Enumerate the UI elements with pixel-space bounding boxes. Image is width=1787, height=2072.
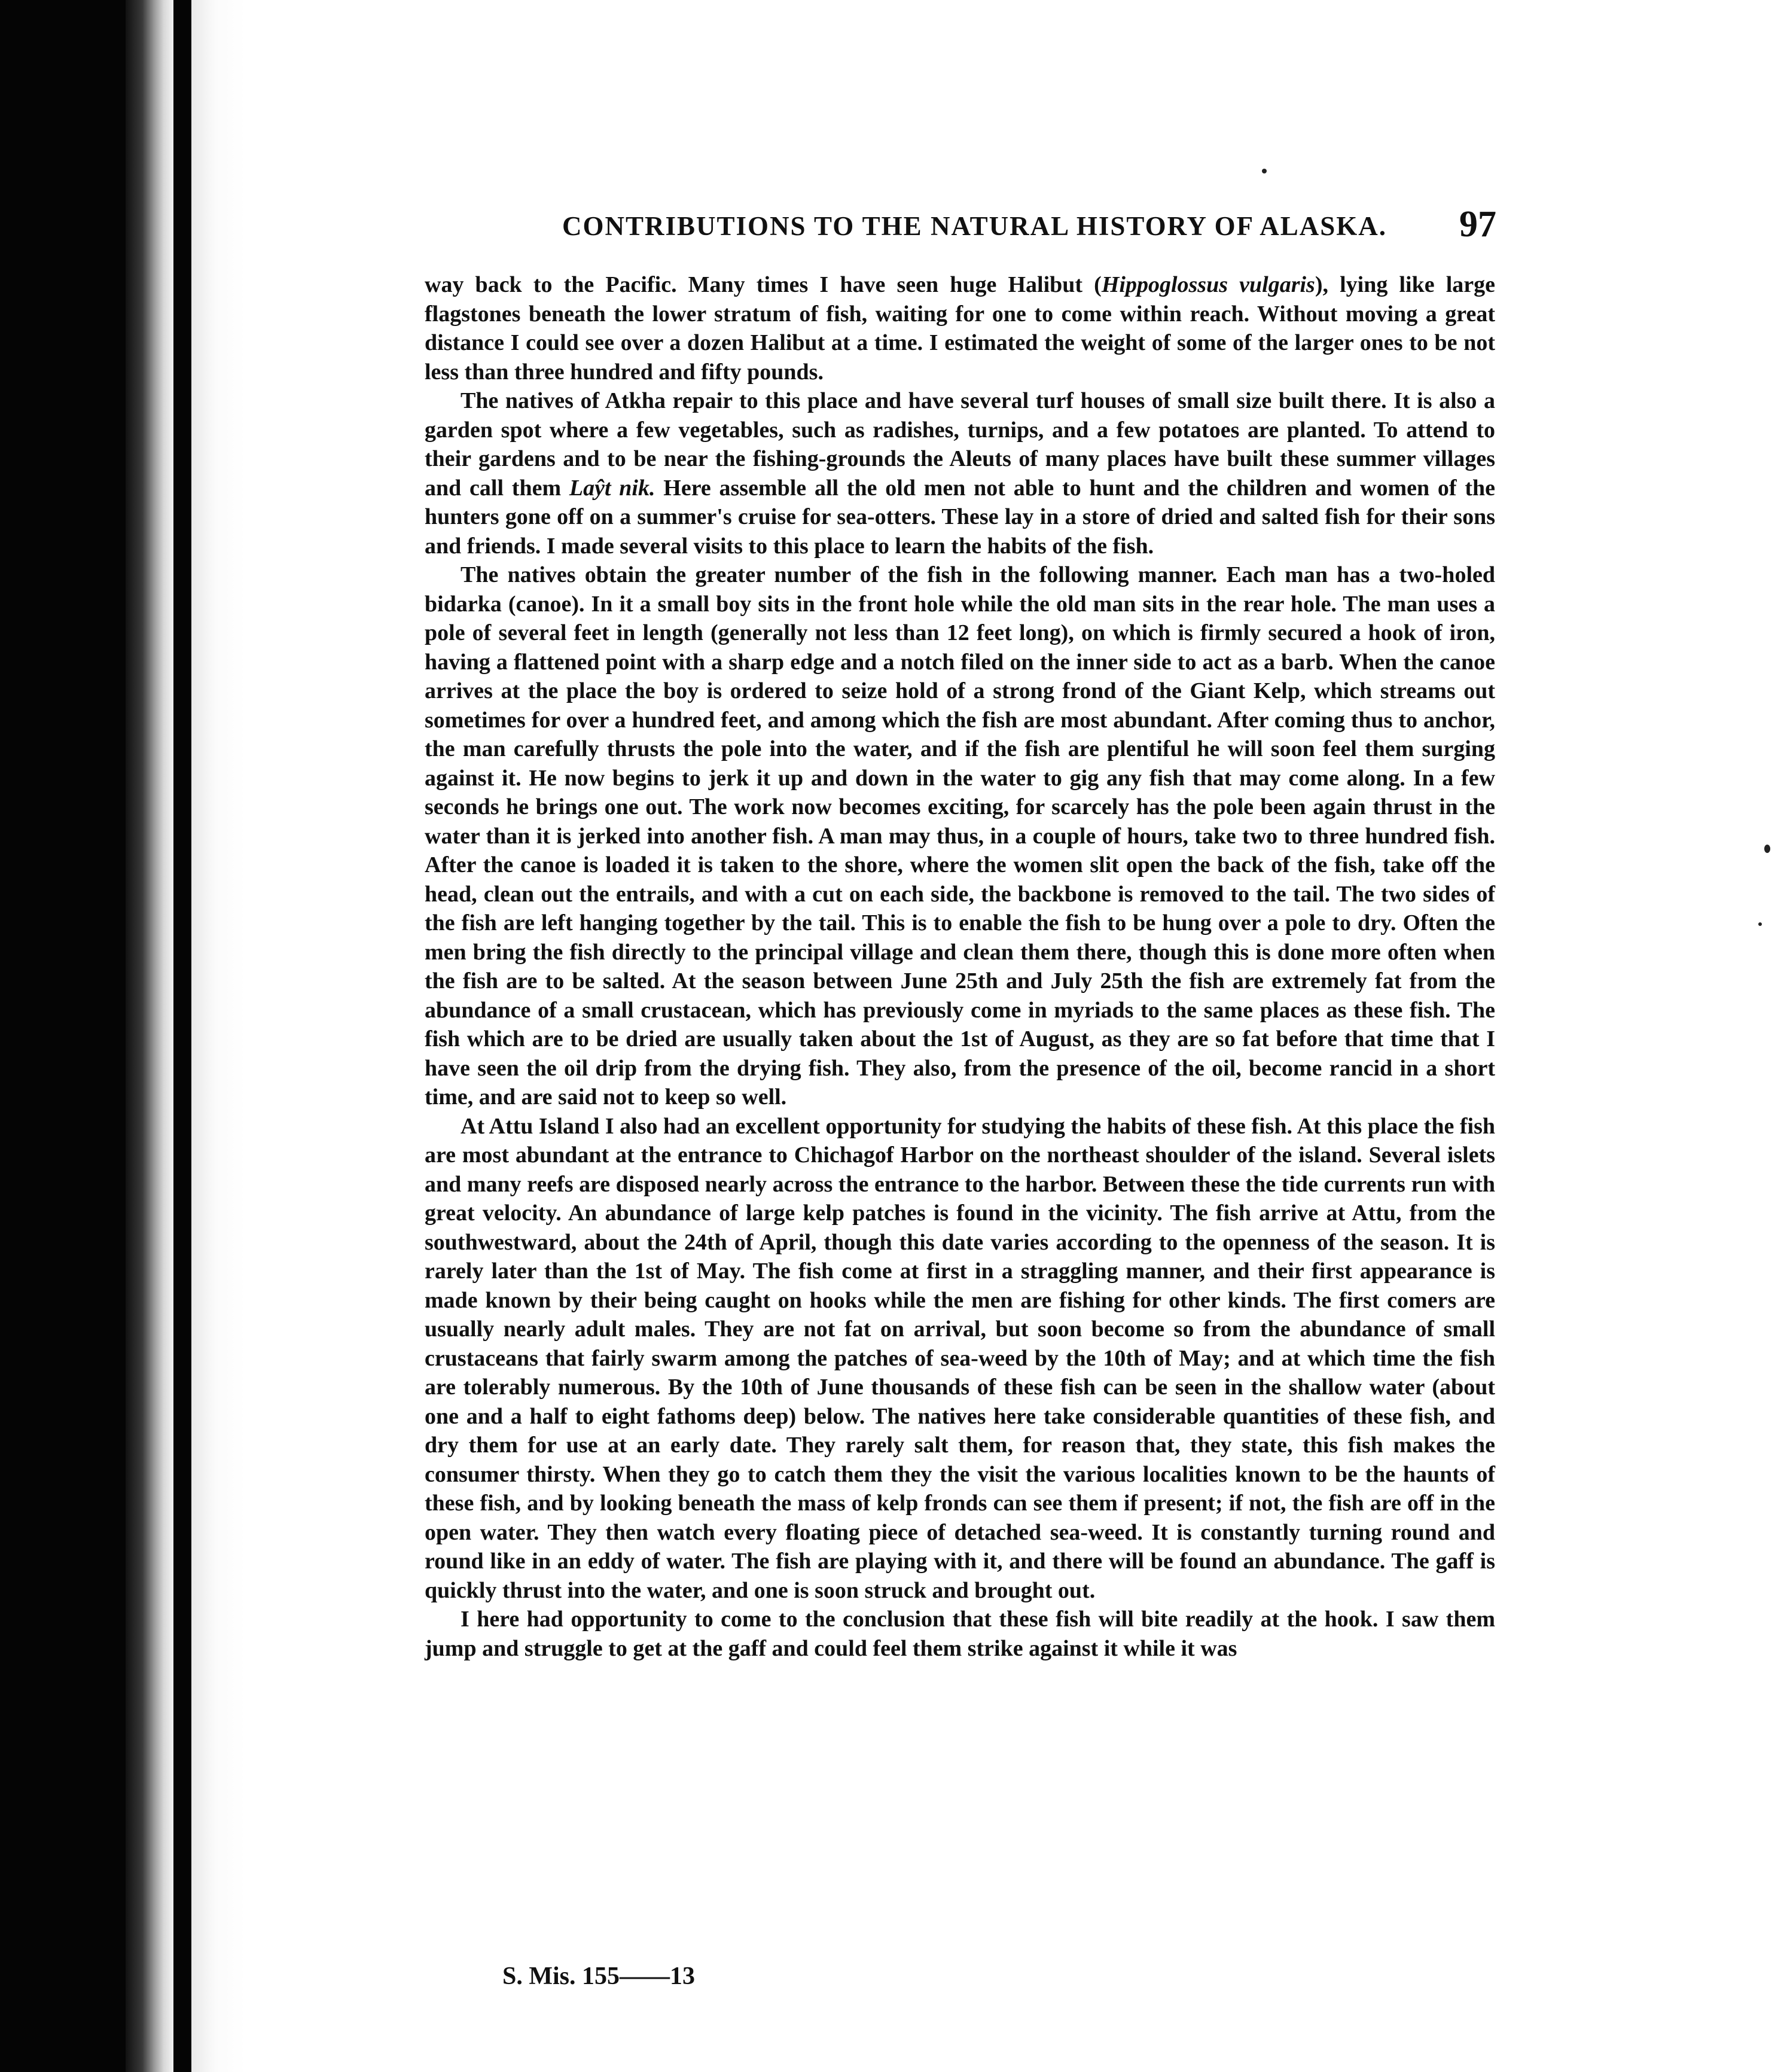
species-name: Hippoglossus vulgaris — [1101, 272, 1315, 297]
paragraph — [425, 270, 1495, 386]
running-head: CONTRIBUTIONS TO THE NATURAL HISTORY OF ALASKA. — [562, 211, 1387, 241]
paragraph-text: Here assemble all the old men not able to hunt and the children and women of the hunters gone off on a summer's cruise for sea-otters. These lay in a store of dried and salted fish for their sons and friends. I made several visits to this place to learn the habits of the fish. — [425, 475, 1495, 559]
native-term: Laŷt nik. — [569, 475, 655, 501]
paragraph: The natives obtain the greater number of the fish in the following manner. Each man has a two-holed bidarka (canoe). In it a small boy sits in the front hole while the old man sits in the rear hole. The man uses a pole of several feet in length (generally not less than 12 feet long), on which is firmly secured a hook of iron, having a flattened point with a sharp edge and a notch filed on the inner side to act as a barb. When the canoe arrives at the place the boy is ordered to seize hold of a strong frond of the Giant Kelp, which streams out sometimes for over a hundred feet, and among which the fish are most abundant. After coming thus to anchor, the man carefully thrusts the pole into the water, and if the fish are plentiful he will soon feel them surging against it. He now begins to jerk it up and down in the water to gig any fish that may come along. In a few seconds he brings one out. The work now becomes exciting, for scarcely has the pole been again thrust in the water than it is jerked into another fish. A man may thus, in a couple of hours, take two to three hundred fish. After the canoe is loaded it is taken to the shore, where the women slit open the back of the fish, take off the head, clean out the entrails, and with a cut on each side, the backbone is removed to the tail. The two sides of the fish are left hanging together by the tail. This is to enable the fish to be hung over a pole to dry. Often the men bring the fish directly to the principal village and clean them there, though this is done more often when the fish are to be salted. At the season between June 25th and July 25th the fish are extremely fat from the abundance of a small crustacean, which has previously come in myriads to the same places as these fish. The fish which are to be dried are usually taken about the 1st of August, as they are so fat before that time that I have seen the oil drip from the drying fish. They also, from the presence of the oil, become rancid in a short time, and are said not to keep so well. — [425, 562, 1495, 1110]
signature-mark: S. Mis. 155——13 — [502, 1963, 696, 1990]
paragraph-text: way back to the Pacific. Many times I have seen huge Halibut ( — [425, 272, 1102, 297]
paragraph — [425, 386, 1495, 560]
dust-speck — [1764, 845, 1770, 853]
page-number: 97 — [1459, 204, 1496, 245]
book-gutter — [126, 0, 173, 2072]
paragraph-text: The natives of Atkha repair to this place and have several turf houses of small size built there. It is also a garden spot where a few vegetables, such as radishes, turnips, and a few potatoes are planted. To attend to their gardens and to be near the fishing-grounds the Aleuts of many places have built these summer villages and call them — [425, 388, 1495, 501]
paragraph: At Attu Island I also had an excellent opportunity for studying the habits of these fish. At this place the fish are most abundant at the entrance to Chichagof Harbor on the northeast shoulder of the island. Several islets and many reefs are disposed nearly across the entrance to the harbor. Between these the tide currents run with great velocity. An abundance of large kelp patches is found in the vicinity. The fish arrive at Attu, from the southwestward, about the 24th of April, though this date varies according to the openness of the season. It is rarely later than the 1st of May. The fish come at first in a straggling manner, and their first appearance is made known by their being caught on hooks while the men are fishing for other kinds. The first comers are usually nearly adult males. They are not fat on arrival, but soon become so from the abundance of small crustaceans that fairly swarm among the patches of sea-weed by the 10th of May; and at which time the fish are tolerably numerous. By the 10th of June thousands of these fish can be seen in the shallow water (about one and a half to eight fathoms deep) below. The natives here take considerable quantities of these fish, and dry them for use at an early date. They rarely salt them, for reason that, they state, this fish makes the consumer thirsty. When they go to catch them they the visit the various localities known to be the haunts of these fish, and by looking beneath the mass of kelp fronds can see them if present; if not, the fish are off in the open water. They then watch every floating piece of detached sea-weed. It is constantly turning round and round like in an eddy of water. The fish are playing with it, and there will be found an abundance. The gaff is quickly thrust into the water, and one is soon struck and brought out. — [425, 1113, 1495, 1603]
paragraph-text: ), lying like large flagstones beneath the lower stratum of fish, waiting for one to come within reach. Without moving a great distance I could see over a dozen Halibut at a time. I estimated the weight of some of the larger ones to be not less than three hundred and fifty pounds. — [425, 272, 1495, 385]
paragraph: I here had opportunity to come to the conclusion that these fish will bite readily at the hook. I saw them jump and struggle to get at the gaff and could feel them strike against it while it was — [425, 1607, 1495, 1661]
dust-speck — [1758, 922, 1762, 926]
body-text — [425, 270, 1495, 1663]
dust-speck — [1262, 169, 1267, 173]
